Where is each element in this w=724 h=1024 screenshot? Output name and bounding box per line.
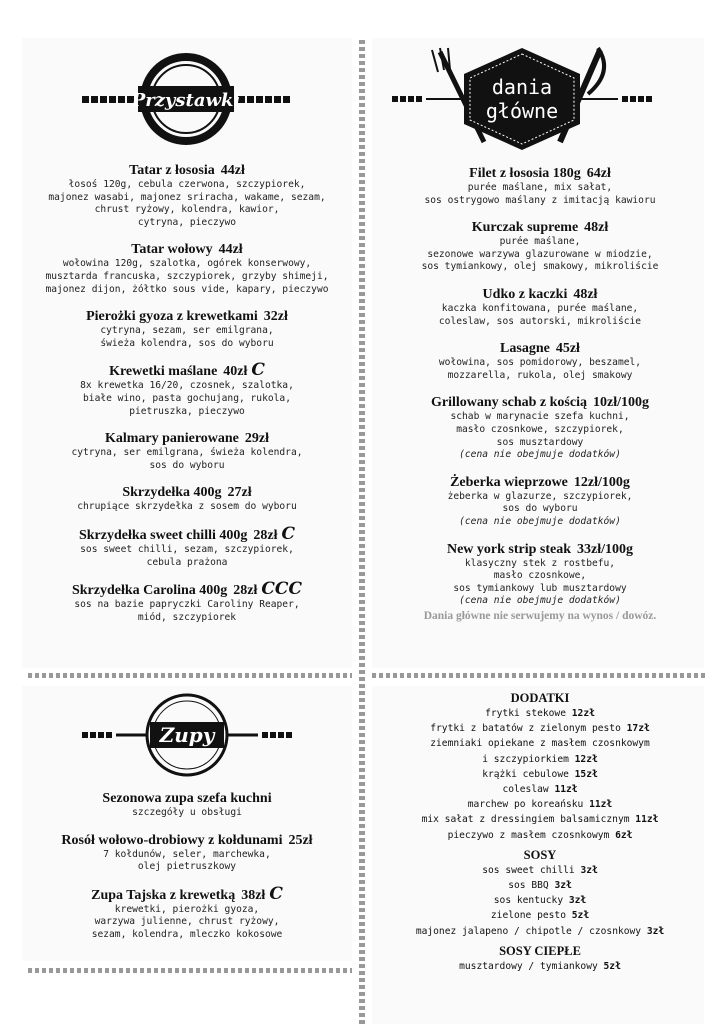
item-description: miód, szczypiorek	[137, 611, 237, 623]
item-title	[26, 883, 348, 904]
item-description: majonez dijon, żółtko sous vide, kapary, pieczywo	[45, 283, 329, 295]
side-item-price: 3zł	[580, 864, 598, 876]
item-title	[376, 219, 704, 236]
item-title	[376, 286, 704, 303]
item-name: Kalmary panierowane	[104, 431, 239, 447]
side-item	[376, 863, 704, 878]
item-price: 44zł	[218, 242, 243, 258]
side-item-price: 11zł	[589, 799, 613, 811]
item-title	[376, 394, 704, 411]
item-description: świeża kolendra, sos do wyboru	[100, 337, 274, 349]
vertical-divider	[359, 40, 365, 1024]
menu-item	[376, 394, 704, 461]
przystawki-logo	[80, 52, 292, 146]
item-description: szczegóły u obsługi	[132, 807, 242, 818]
item-name: Skrzydełka Carolina 400g	[71, 583, 228, 599]
item-description: sos na bazie papryczki Caroliny Reaper,	[74, 599, 300, 611]
menu-item	[26, 241, 348, 296]
side-item-name: frytki stekowe	[485, 708, 566, 719]
item-name: Udko z kaczki	[482, 286, 568, 302]
item-name: New york strip steak	[446, 541, 572, 557]
side-item	[376, 924, 704, 939]
item-description: żeberka w glazurze, szczypiorek,	[447, 490, 633, 502]
menu-item	[26, 362, 348, 418]
side-item-name: i szczypiorkiem	[482, 753, 569, 765]
item-description: cytryna, pieczywo	[137, 216, 237, 228]
chili-icon: CCC	[261, 579, 302, 600]
side-item	[376, 959, 704, 974]
item-title	[26, 162, 348, 179]
item-name: Skrzydełka 400g	[122, 485, 222, 501]
item-title	[26, 241, 348, 258]
item-name: Krewetki maślane	[109, 364, 218, 380]
sosy-cieple-title: SOSY CIEPŁE	[499, 943, 581, 958]
side-item	[376, 782, 704, 797]
item-description: pietruszka, pieczywo	[129, 405, 245, 417]
item-title	[26, 832, 348, 849]
item-description: sos do wyboru	[502, 503, 578, 515]
side-item-price: 3zł	[568, 895, 587, 907]
menu-item	[26, 790, 348, 820]
side-item	[376, 721, 704, 736]
item-description: mozzarella, rukola, olej smakowy	[447, 369, 633, 381]
item-price: 48zł	[573, 286, 598, 302]
item-price: 32zł	[263, 309, 288, 325]
chili-icon: C	[251, 360, 265, 381]
dania-logo-text-2: główne	[485, 99, 559, 123]
item-title	[376, 340, 704, 357]
item-description: sezam, kolendra, mleczko kokosowe	[91, 928, 283, 940]
item-price: 45zł	[555, 341, 580, 357]
side-item-name: coleslaw	[502, 784, 549, 796]
side-item-name: krążki cebulowe	[482, 768, 569, 780]
horizontal-divider-right	[372, 673, 706, 678]
item-description: purée maślane, mix sałat,	[467, 182, 613, 193]
menu-item	[26, 832, 348, 874]
item-title	[26, 308, 348, 325]
side-item-price: 15zł	[574, 768, 598, 780]
menu-item	[376, 286, 704, 328]
side-item-name: mix sałat z dressingiem balsamicznym	[421, 814, 630, 826]
item-title	[26, 362, 348, 380]
item-title	[26, 484, 348, 501]
item-description: sos do wyboru	[149, 459, 225, 471]
item-price: 64zł	[586, 166, 611, 181]
przystawki-section	[26, 162, 348, 636]
side-item-name: majonez jalapeno / chipotle / czosnkowy	[415, 925, 642, 937]
menu-item	[26, 484, 348, 514]
item-name: Pierożki gyoza z krewetkami	[86, 309, 258, 325]
item-description: wołowina, sos pomidorowy, beszamel,	[438, 357, 642, 369]
side-item	[376, 893, 704, 908]
horizontal-divider-left	[28, 673, 352, 678]
item-description: sos tymiankowy lub musztardowy	[453, 582, 627, 594]
side-item-price: 11zł	[635, 814, 659, 826]
item-price: 44zł	[220, 163, 245, 178]
side-item	[376, 828, 704, 843]
side-item-price: 12zł	[574, 753, 598, 765]
item-title	[376, 165, 704, 182]
item-description: sos musztardowy	[496, 436, 584, 448]
side-item-name: marchew po koreańsku	[467, 799, 584, 811]
item-name: Żeberka wieprzowe	[450, 474, 568, 490]
item-title	[26, 430, 348, 447]
item-price: 40zł	[223, 364, 248, 380]
item-title	[376, 474, 704, 491]
item-name: Lasagne	[500, 341, 550, 357]
item-price: 28zł	[233, 583, 258, 599]
item-name: Sezonowa zupa szefa kuchni	[102, 791, 272, 806]
item-note: (cena nie obejmuje dodatków)	[459, 449, 621, 461]
item-price: 29zł	[244, 431, 269, 447]
zupy-logo-text: Zupy	[159, 723, 215, 747]
item-description: klasyczny stek z rostbefu,	[464, 557, 616, 569]
item-price: 28zł	[253, 527, 278, 543]
side-item-name: zielone pesto	[490, 910, 566, 922]
side-item-price: 17zł	[626, 723, 650, 735]
menu-item	[26, 883, 348, 942]
item-name: Filet z łososia 180g	[469, 166, 581, 181]
item-description: chrupiące skrzydełka z sosem do wyboru	[77, 501, 297, 513]
side-item-price: 11zł	[554, 784, 578, 796]
item-description: krewetki, pierożki gyoza,	[114, 903, 260, 915]
item-description: cytryna, ser emilgrana, świeża kolendra,	[71, 447, 303, 459]
dodatki-title: DODATKI	[510, 691, 570, 705]
item-description: masło czosnkowe,	[493, 570, 587, 582]
item-name: Zupa Tajska z krewetką	[91, 887, 236, 903]
item-description: chrust ryżowy, kolendra, kawior,	[94, 204, 280, 216]
side-item	[376, 767, 704, 782]
chili-icon: C	[269, 883, 283, 904]
item-description: białe wino, pasta gochujang, rukola,	[83, 392, 291, 404]
item-title	[376, 541, 704, 558]
item-description: wołowina 120g, szalotka, ogórek konserwowy,	[62, 258, 312, 270]
bottom-divider-left	[28, 968, 352, 973]
item-description: schab w marynacie szefa kuchni,	[450, 411, 630, 423]
menu-item	[376, 165, 704, 207]
przystawki-logo-text: Przystawki	[131, 90, 241, 111]
item-price: 33zł/100g	[577, 541, 634, 557]
menu-item	[26, 162, 348, 229]
item-price: 12zł/100g	[573, 474, 630, 490]
dania-logo-text-1: dania	[491, 75, 553, 99]
item-name: Kurczak supreme	[471, 220, 579, 236]
item-description: olej pietruszkowy	[137, 861, 237, 873]
side-item-name: ziemniaki opiekane z masłem czosnkowym	[430, 738, 650, 750]
item-title	[26, 523, 348, 544]
takeaway-note: Dania główne nie serwujemy na wynos / dowóz.	[423, 609, 657, 622]
menu-item	[376, 474, 704, 529]
item-description: łosoś 120g, cebula czerwona, szczypiorek,	[68, 179, 306, 190]
item-description: sezonowe warzywa glazurowane w miodzie,	[427, 248, 653, 260]
item-description: sos ostrygowo maślany z imitacją kawioru	[424, 194, 656, 206]
item-description: cytryna, sezam, ser emilgrana,	[100, 325, 274, 337]
side-item-name: sos sweet chilli	[482, 864, 575, 876]
item-note: (cena nie obejmuje dodatków)	[459, 595, 621, 607]
item-title	[26, 581, 348, 599]
sosy-title: SOSY	[523, 847, 557, 862]
menu-item	[26, 523, 348, 569]
side-item-price: 5zł	[603, 960, 621, 972]
item-price: 25zł	[288, 832, 313, 848]
item-description: 7 kołdunów, seler, marchewka,	[103, 848, 271, 860]
zupy-section	[26, 790, 348, 954]
item-description: kaczka konfitowana, purée maślane,	[441, 302, 639, 314]
side-item-name: musztardowy / tymiankowy	[459, 960, 598, 972]
dania-glowne-section	[376, 165, 704, 634]
menu-item	[376, 541, 704, 622]
side-item	[376, 797, 704, 812]
side-item	[376, 706, 704, 721]
item-description: sos sweet chilli, sezam, szczypiorek,	[80, 543, 294, 555]
side-item	[376, 752, 704, 767]
side-item	[376, 812, 704, 827]
item-name: Tatar z łososia	[129, 163, 215, 178]
item-name: Rosół wołowo-drobiowy z kołdunami	[61, 832, 283, 848]
side-item-name: pieczywo z masłem czosnkowym	[447, 829, 610, 841]
item-price: 10zł/100g	[592, 395, 649, 411]
menu-item	[26, 430, 348, 472]
item-description: purée maślane,	[499, 236, 581, 248]
item-description: coleslaw, sos autorski, mikroliście	[438, 315, 642, 327]
item-price: 27zł	[227, 485, 252, 501]
side-item-price: 3zł	[554, 880, 572, 892]
side-item-name: sos BBQ	[508, 880, 549, 892]
side-item-price: 3zł	[646, 925, 665, 937]
dodatki-section	[376, 686, 704, 974]
item-description: musztarda francuska, szczypiorek, grzyby shimeji,	[45, 270, 329, 282]
side-item-price: 12zł	[571, 708, 595, 719]
item-note: (cena nie obejmuje dodatków)	[459, 515, 621, 527]
side-item	[376, 736, 704, 751]
menu-item	[26, 308, 348, 350]
item-name: Skrzydełka sweet chilli 400g	[78, 527, 248, 543]
side-item	[376, 878, 704, 893]
side-item-price: 5zł	[571, 910, 590, 922]
item-description: cebula prażona	[146, 556, 228, 568]
side-item-name: frytki z batatów z zielonym pesto	[430, 723, 621, 735]
menu-item	[376, 219, 704, 274]
item-price: 38zł	[241, 887, 266, 903]
item-price: 48zł	[584, 220, 609, 236]
item-description: 8x krewetka 16/20, czosnek, szalotka,	[80, 380, 294, 392]
item-description: majonez wasabi, majonez sriracha, wakame, sezam,	[48, 191, 326, 203]
side-item-name: sos kentucky	[493, 895, 564, 907]
dania-glowne-logo	[392, 42, 654, 154]
item-description: masło czosnkowe, szczypiorek,	[456, 423, 624, 435]
zupy-logo	[82, 684, 292, 786]
side-item	[376, 908, 704, 923]
menu-item	[26, 581, 348, 624]
side-item-price: 6zł	[615, 829, 633, 841]
item-name: Grillowany schab z kością	[431, 395, 587, 411]
item-name: Tatar wołowy	[131, 242, 213, 258]
item-description: sos tymiankowy, olej smakowy, mikroliście	[421, 261, 659, 273]
menu-item	[376, 340, 704, 382]
item-description: warzywa julienne, chrust ryżowy,	[94, 916, 280, 928]
item-title	[26, 790, 348, 807]
chili-icon: C	[281, 523, 296, 544]
